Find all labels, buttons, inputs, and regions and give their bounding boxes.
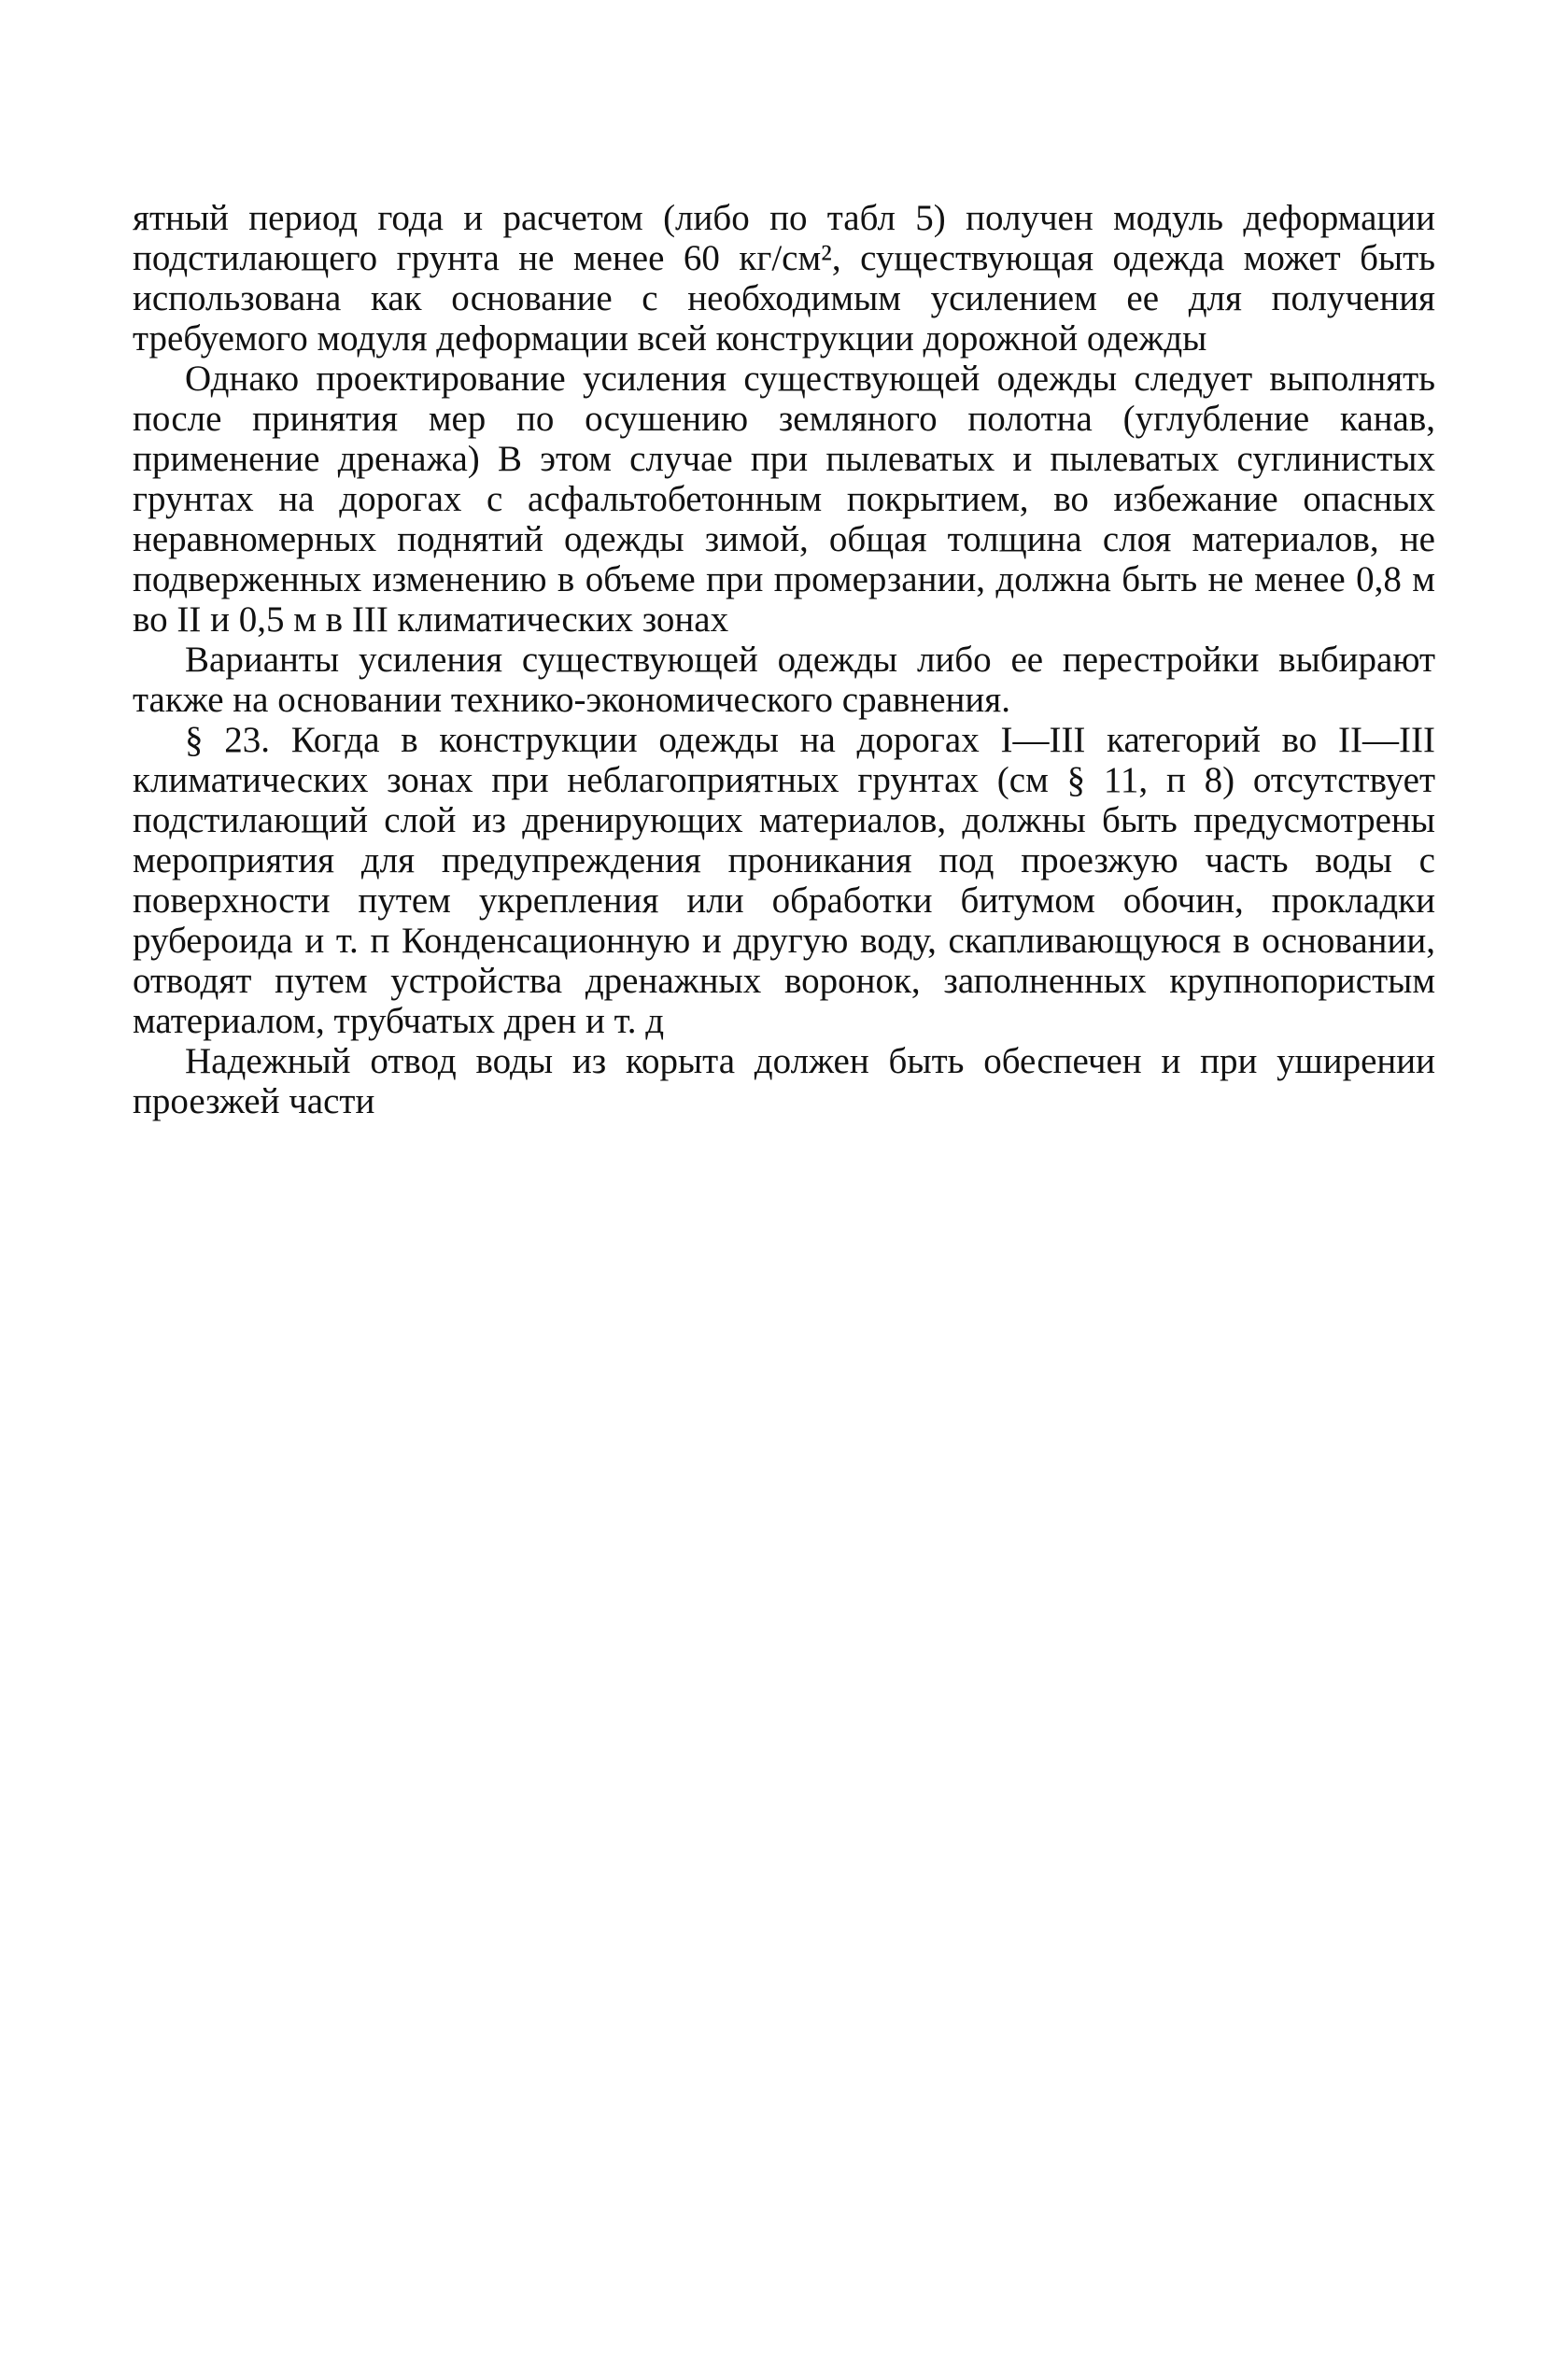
paragraph-2: Однако проектирование усиления существующей одежды следует выполнять после принятия мер по осушению земляного полотна (углубление канав, применение дренажа) В этом случае при пылеватых и пылеватых суглинистых грунтах на дорогах с асфальтобетонным покрытием, во избежание опасных неравномерных поднятий одежды зимой, общая толщина слоя материалов, не подверженных изменению в объеме при промерзании, должна быть не менее 0,8 м во II и 0,5 м в III климатических зонах [133,359,1435,640]
paragraph-4-section-23: § 23. Когда в конструкции одежды на дорогах I—III категорий во II—III климатических зонах при неблагоприятных грунтах (см § 11, п 8) отсутствует подстилающий слой из дренирующих материалов, должны быть предусмотрены мероприятия для предупреждения проникания под проезжую часть воды с поверхности путем укрепления или обработки битумом обочин, прокладки рубероида и т. п Конденсационную и другую воду, скапливающуюся в основании, отводят путем устройства дренажных воронок, заполненных крупнопористым материалом, трубчатых дрен и т. д [133,720,1435,1041]
paragraph-3: Варианты усиления существующей одежды либо ее перестройки выбирают также на основании технико-экономического сравнения. [133,640,1435,720]
body-text [133,198,1435,1121]
paragraph-5: Надежный отвод воды из корыта должен быть обеспечен и при уширении проезжей части [133,1041,1435,1121]
paragraph-1: ятный период года и расчетом (либо по табл 5) получен модуль деформации подстилающего грунта не менее 60 кг/см², существующая одежда может быть использована как основание с необходимым усилением ее для получения требуемого модуля деформации всей конструкции дорожной одежды [133,198,1435,359]
